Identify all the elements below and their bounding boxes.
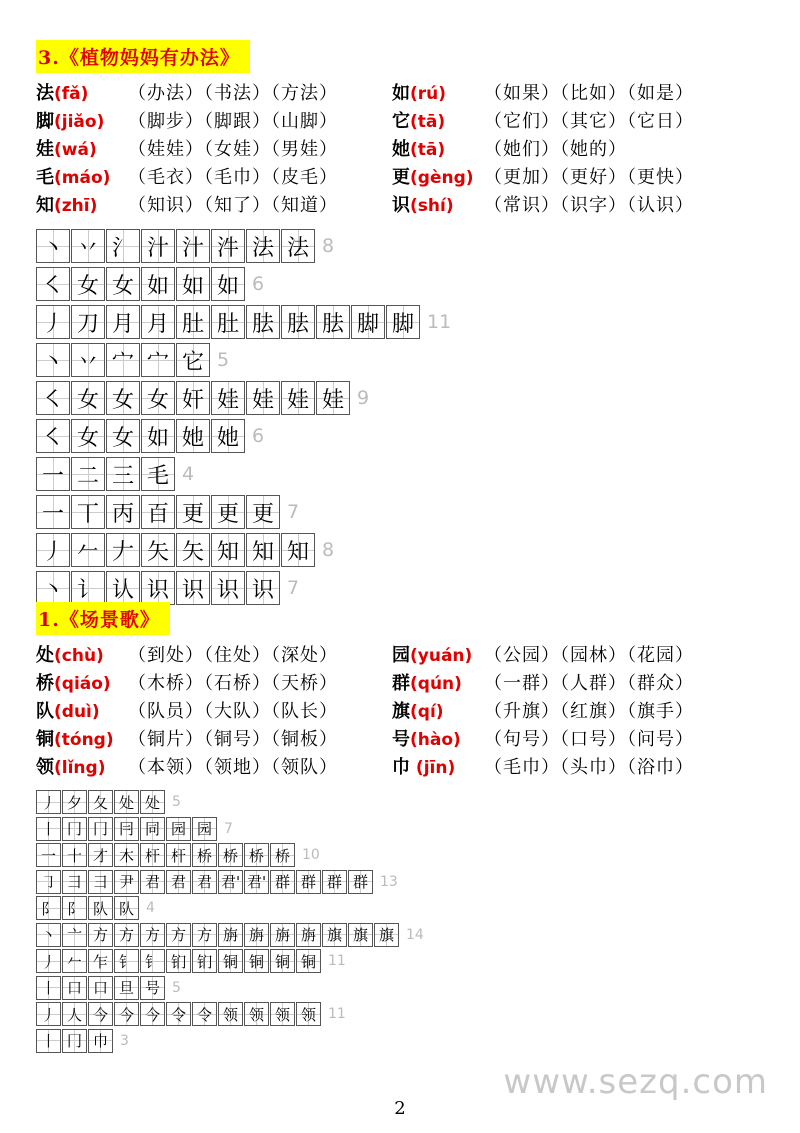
stroke-step-cell: 方: [192, 923, 217, 947]
stroke-step-cell: 铜: [244, 949, 269, 973]
example-words: （娃娃）（女娃）（男娃）: [128, 139, 338, 160]
stroke-step-cell: 令: [166, 1002, 191, 1026]
stroke-step-cell: 一: [36, 843, 61, 867]
word-list: [36, 641, 766, 781]
stroke-step-cell: 处: [114, 790, 139, 814]
example-words: （铜片）（铜号）（铜板）: [128, 729, 338, 750]
stroke-step-cell: 同: [140, 817, 165, 841]
stroke-step-cell: 方: [114, 923, 139, 947]
stroke-step-cell: 丶: [36, 571, 70, 605]
stroke-count: 4: [182, 463, 195, 485]
section-title: 3.《植物妈妈有办法》: [36, 40, 250, 73]
stroke-step-cell: 胠: [281, 305, 315, 339]
stroke-step-cell: 丷: [71, 343, 105, 377]
character: 脚: [36, 111, 54, 132]
stroke-count: 5: [217, 349, 230, 371]
word-entry-right: [392, 79, 694, 105]
character: 园: [392, 645, 410, 666]
stroke-step-cell: 桥: [192, 843, 217, 867]
stroke-step-cell: 知: [246, 533, 280, 567]
stroke-step-cell: 她: [176, 419, 210, 453]
example-words: （如果）（比如）（如是）: [484, 83, 694, 104]
stroke-step-cell: 队: [114, 896, 139, 920]
example-words: （到处）（住处）（深处）: [128, 645, 338, 666]
example-words: （更加）（更好）（更快）: [484, 167, 694, 188]
stroke-step-cell: 桥: [244, 843, 269, 867]
stroke-step-cell: 她: [211, 419, 245, 453]
stroke-step-cell: 才: [88, 843, 113, 867]
stroke-step-cell: 桥: [270, 843, 295, 867]
stroke-step-cell: 奸: [176, 381, 210, 415]
pinyin: (tā): [410, 112, 446, 132]
stroke-step-cell: 口: [88, 976, 113, 1000]
stroke-step-cell: 彐: [88, 870, 113, 894]
stroke-step-cell: 法: [281, 229, 315, 263]
stroke-step-cell: 脚: [386, 305, 420, 339]
section-plant-mother: [36, 40, 766, 607]
stroke-step-cell: 君: [192, 870, 217, 894]
stroke-step-cell: 如: [176, 267, 210, 301]
stroke-step-cell: 令: [192, 1002, 217, 1026]
stroke-step-cell: 今: [88, 1002, 113, 1026]
stroke-step-cell: 一: [36, 457, 70, 491]
pinyin: (tā): [410, 140, 446, 160]
stroke-step-cell: 氵: [106, 229, 140, 263]
stroke-step-cell: 君': [218, 870, 243, 894]
stroke-step-cell: 旗: [348, 923, 373, 947]
stroke-step-cell: 识: [141, 571, 175, 605]
stroke-step-cell: ㇆: [36, 870, 61, 894]
stroke-step-cell: 铜: [296, 949, 321, 973]
stroke-step-cell: 阝: [62, 896, 87, 920]
word-entry-left: [36, 669, 338, 695]
stroke-step-cell: 女: [106, 267, 140, 301]
stroke-step-cell: 冂: [88, 817, 113, 841]
stroke-step-cell: 女: [106, 381, 140, 415]
example-words: （木桥）（石桥）（天桥）: [128, 673, 338, 694]
stroke-count: 7: [287, 577, 300, 599]
stroke-row: [36, 531, 766, 569]
section-title: 1.《场景歌》: [36, 602, 170, 635]
character: 如: [392, 83, 410, 104]
stroke-step-cell: 丿: [36, 1002, 61, 1026]
stroke-row: [36, 417, 766, 455]
stroke-count: 9: [357, 387, 370, 409]
stroke-step-cell: 识: [211, 571, 245, 605]
word-entry-left: [36, 163, 338, 189]
stroke-step-cell: 宀: [141, 343, 175, 377]
stroke-step-cell: 冂: [62, 817, 87, 841]
stroke-step-cell: 乍: [88, 949, 113, 973]
example-words: （本领）（领地）（领队）: [128, 757, 338, 778]
word-row: [36, 135, 766, 163]
word-entry-right: [392, 107, 694, 133]
stroke-step-cell: 领: [296, 1002, 321, 1026]
stroke-step-cell: 丶: [36, 923, 61, 947]
stroke-count: 11: [328, 1006, 346, 1023]
stroke-step-cell: 如: [211, 267, 245, 301]
stroke-step-cell: 人: [62, 1002, 87, 1026]
example-words: （队员）（大队）（队长）: [128, 701, 338, 722]
stroke-step-cell: 娃: [246, 381, 280, 415]
stroke-step-cell: 旃: [218, 923, 243, 947]
stroke-step-cell: 旃: [270, 923, 295, 947]
stroke-count: 7: [224, 820, 233, 837]
pinyin: (gèng): [410, 168, 474, 188]
character: 知: [36, 195, 54, 216]
word-entry-left: [36, 725, 338, 751]
stroke-step-cell: 君': [244, 870, 269, 894]
stroke-step-cell: 胠: [316, 305, 350, 339]
stroke-step-cell: 旦: [114, 976, 139, 1000]
stroke-step-cell: 丙: [106, 495, 140, 529]
stroke-step-cell: 女: [71, 419, 105, 453]
example-words: （它们）（其它）（它日）: [484, 111, 694, 132]
stroke-row: [36, 227, 766, 265]
pinyin: (shí): [410, 196, 454, 216]
stroke-step-cell: 汼: [211, 229, 245, 263]
stroke-step-cell: 今: [140, 1002, 165, 1026]
word-entry-right: [392, 725, 694, 751]
stroke-row: [36, 869, 766, 896]
stroke-row: [36, 265, 766, 303]
stroke-step-cell: 钔: [192, 949, 217, 973]
stroke-step-cell: 女: [141, 381, 175, 415]
stroke-count: 3: [120, 1032, 129, 1049]
stroke-step-cell: 女: [106, 419, 140, 453]
word-entry-right: [392, 135, 627, 161]
stroke-count: 14: [406, 926, 424, 943]
example-words: （她们）（她的）: [484, 139, 627, 160]
pinyin: (zhī): [54, 196, 98, 216]
stroke-step-cell: 丿: [36, 949, 61, 973]
character: 处: [36, 645, 54, 666]
word-entry-right: [392, 753, 694, 779]
stroke-step-cell: 口: [62, 976, 87, 1000]
stroke-step-cell: 娃: [316, 381, 350, 415]
stroke-row: [36, 842, 766, 869]
example-words: （知识）（知了）（知道）: [128, 195, 338, 216]
stroke-step-cell: 法: [246, 229, 280, 263]
stroke-step-cell: 百: [141, 495, 175, 529]
stroke-step-cell: 丨: [36, 817, 61, 841]
example-words: （一群）（人群）（群众）: [484, 673, 694, 694]
stroke-row: [36, 789, 766, 816]
stroke-step-cell: 丿: [36, 790, 61, 814]
word-entry-right: [392, 697, 694, 723]
stroke-step-cell: 领: [270, 1002, 295, 1026]
stroke-step-cell: 女: [71, 381, 105, 415]
stroke-count: 6: [252, 273, 265, 295]
word-row: [36, 79, 766, 107]
stroke-step-cell: 铜: [218, 949, 243, 973]
stroke-step-cell: 十: [62, 843, 87, 867]
stroke-step-cell: 娃: [281, 381, 315, 415]
stroke-row: [36, 341, 766, 379]
character: 它: [392, 111, 410, 132]
pinyin: (duì): [54, 702, 100, 722]
stroke-step-cell: 今: [114, 1002, 139, 1026]
stroke-step-cell: 知: [211, 533, 245, 567]
stroke-step-cell: 𠂉: [62, 949, 87, 973]
word-row: [36, 107, 766, 135]
word-entry-left: [36, 107, 338, 133]
stroke-step-cell: 刀: [71, 305, 105, 339]
stroke-step-cell: 毛: [141, 457, 175, 491]
stroke-step-cell: 园: [192, 817, 217, 841]
stroke-count: 10: [302, 847, 320, 864]
stroke-step-cell: 𠂇: [106, 533, 140, 567]
stroke-step-cell: 如: [141, 267, 175, 301]
character: 旗: [392, 701, 410, 722]
stroke-step-cell: 方: [166, 923, 191, 947]
stroke-step-cell: 胠: [246, 305, 280, 339]
character: 队: [36, 701, 54, 722]
word-list: [36, 79, 766, 219]
stroke-row: [36, 455, 766, 493]
stroke-count: 11: [427, 311, 452, 333]
character: 号: [392, 729, 410, 750]
example-words: （毛巾）（头巾）（浴巾）: [484, 757, 694, 778]
example-words: （毛衣）（毛巾）（皮毛）: [128, 167, 338, 188]
stroke-step-cell: 脚: [351, 305, 385, 339]
word-entry-left: [36, 135, 338, 161]
stroke-count: 6: [252, 425, 265, 447]
stroke-step-cell: 丨: [36, 1029, 61, 1053]
stroke-step-cell: 群: [296, 870, 321, 894]
stroke-step-cell: 三: [106, 457, 140, 491]
word-entry-right: [392, 191, 694, 217]
stroke-step-cell: 二: [71, 457, 105, 491]
word-row: [36, 641, 766, 669]
stroke-row: [36, 975, 766, 1002]
stroke-step-cell: 冂: [62, 1029, 87, 1053]
stroke-step-cell: 丶: [36, 343, 70, 377]
stroke-step-cell: 肚: [176, 305, 210, 339]
stroke-row: [36, 493, 766, 531]
stroke-step-cell: 矢: [176, 533, 210, 567]
character: 铜: [36, 729, 54, 750]
character: 她: [392, 139, 410, 160]
stroke-step-cell: 领: [244, 1002, 269, 1026]
stroke-step-cell: 铜: [270, 949, 295, 973]
word-entry-right: [392, 669, 694, 695]
pinyin: (chù): [54, 646, 104, 666]
stroke-step-cell: 桥: [218, 843, 243, 867]
word-entry-right: [392, 641, 694, 667]
stroke-count: 4: [146, 900, 155, 917]
stroke-step-cell: 杆: [140, 843, 165, 867]
stroke-step-cell: 方: [140, 923, 165, 947]
character: 娃: [36, 139, 54, 160]
stroke-step-cell: 识: [176, 571, 210, 605]
stroke-step-cell: 钔: [166, 949, 191, 973]
stroke-step-cell: 阝: [36, 896, 61, 920]
example-words: （常识）（识字）（认识）: [484, 195, 694, 216]
stroke-step-cell: 领: [218, 1002, 243, 1026]
stroke-step-cell: 群: [270, 870, 295, 894]
stroke-step-cell: 丷: [71, 229, 105, 263]
stroke-step-cell: 园: [166, 817, 191, 841]
stroke-step-cell: 汁: [141, 229, 175, 263]
stroke-count: 5: [172, 979, 181, 996]
stroke-step-cell: 旗: [322, 923, 347, 947]
stroke-step-cell: 娃: [211, 381, 245, 415]
stroke-step-cell: 君: [140, 870, 165, 894]
pinyin: (qún): [410, 674, 462, 694]
character: 桥: [36, 673, 54, 694]
stroke-step-cell: 如: [141, 419, 175, 453]
character: 更: [392, 167, 410, 188]
character: 毛: [36, 167, 54, 188]
section-scene-song: [36, 602, 766, 1054]
stroke-step-cell: 讠: [71, 571, 105, 605]
stroke-step-cell: 尹: [114, 870, 139, 894]
stroke-step-cell: 更: [176, 495, 210, 529]
word-row: [36, 725, 766, 753]
pinyin: (tóng): [54, 730, 114, 750]
word-row: [36, 163, 766, 191]
stroke-step-cell: 它: [176, 343, 210, 377]
stroke-step-cell: 旗: [374, 923, 399, 947]
watermark: www.sezq.com: [503, 1062, 768, 1102]
pinyin: (qiáo): [54, 674, 111, 694]
stroke-row: [36, 948, 766, 975]
stroke-step-cell: 群: [322, 870, 347, 894]
stroke-count: 5: [172, 794, 181, 811]
stroke-step-cell: 旃: [244, 923, 269, 947]
example-words: （升旗）（红旗）（旗手）: [484, 701, 694, 722]
stroke-step-cell: 知: [281, 533, 315, 567]
stroke-order-grid: [36, 227, 766, 607]
pinyin: (hào): [410, 730, 461, 750]
stroke-step-cell: 冃: [114, 817, 139, 841]
stroke-step-cell: 夕: [62, 790, 87, 814]
pinyin: (wá): [54, 140, 97, 160]
word-entry-left: [36, 753, 338, 779]
pinyin: (fǎ): [54, 84, 89, 104]
pinyin: (yuán): [410, 646, 473, 666]
stroke-step-cell: 号: [140, 976, 165, 1000]
stroke-step-cell: 更: [211, 495, 245, 529]
stroke-count: 13: [380, 873, 398, 890]
stroke-step-cell: 认: [106, 571, 140, 605]
stroke-row: [36, 922, 766, 949]
stroke-step-cell: 宀: [106, 343, 140, 377]
stroke-step-cell: ㇛: [36, 381, 70, 415]
stroke-step-cell: ㇛: [36, 419, 70, 453]
stroke-step-cell: 亠: [62, 923, 87, 947]
stroke-step-cell: 更: [246, 495, 280, 529]
stroke-step-cell: 夂: [88, 790, 113, 814]
word-entry-left: [36, 79, 338, 105]
stroke-step-cell: 钅: [140, 949, 165, 973]
example-words: （句号）（口号）（问号）: [484, 729, 694, 750]
stroke-step-cell: 方: [88, 923, 113, 947]
example-words: （公园）（园林）（花园）: [484, 645, 694, 666]
stroke-step-cell: 识: [246, 571, 280, 605]
pinyin: (rú): [410, 84, 447, 104]
stroke-count: 8: [322, 235, 335, 257]
stroke-step-cell: 旃: [296, 923, 321, 947]
stroke-row: [36, 1001, 766, 1028]
word-entry-left: [36, 697, 338, 723]
stroke-step-cell: 彐: [62, 870, 87, 894]
stroke-step-cell: 杆: [166, 843, 191, 867]
pinyin: (jiǎo): [54, 112, 105, 132]
word-row: [36, 191, 766, 219]
character: 领: [36, 757, 54, 778]
pinyin: (máo): [54, 168, 111, 188]
stroke-step-cell: ㇛: [36, 267, 70, 301]
stroke-order-grid: [36, 789, 766, 1054]
stroke-step-cell: 处: [140, 790, 165, 814]
stroke-step-cell: 丿: [36, 305, 70, 339]
stroke-step-cell: 丨: [36, 976, 61, 1000]
word-entry-left: [36, 191, 338, 217]
stroke-step-cell: 月: [141, 305, 175, 339]
stroke-step-cell: 汁: [176, 229, 210, 263]
stroke-row: [36, 379, 766, 417]
stroke-step-cell: 木: [114, 843, 139, 867]
character: 巾: [392, 757, 410, 778]
stroke-step-cell: 𠂉: [71, 533, 105, 567]
character: 法: [36, 83, 54, 104]
word-row: [36, 753, 766, 781]
stroke-count: 7: [287, 501, 300, 523]
stroke-step-cell: 矢: [141, 533, 175, 567]
stroke-step-cell: 丅: [71, 495, 105, 529]
stroke-step-cell: 队: [88, 896, 113, 920]
pinyin: (jīn): [410, 758, 456, 778]
stroke-row: [36, 895, 766, 922]
character: 群: [392, 673, 410, 694]
stroke-step-cell: 群: [348, 870, 373, 894]
word-row: [36, 669, 766, 697]
stroke-row: [36, 1028, 766, 1055]
stroke-step-cell: 肚: [211, 305, 245, 339]
stroke-step-cell: 月: [106, 305, 140, 339]
stroke-row: [36, 816, 766, 843]
pinyin: (qí): [410, 702, 444, 722]
stroke-count: 11: [328, 953, 346, 970]
stroke-step-cell: 丿: [36, 533, 70, 567]
pinyin: (lǐng): [54, 758, 106, 778]
stroke-step-cell: 女: [71, 267, 105, 301]
stroke-step-cell: 钅: [114, 949, 139, 973]
stroke-step-cell: 一: [36, 495, 70, 529]
character: 识: [392, 195, 410, 216]
word-entry-right: [392, 163, 694, 189]
page-number: 2: [394, 1098, 406, 1119]
example-words: （脚步）（脚跟）（山脚）: [128, 111, 338, 132]
stroke-step-cell: 丶: [36, 229, 70, 263]
word-entry-left: [36, 641, 338, 667]
stroke-step-cell: 君: [166, 870, 191, 894]
stroke-step-cell: 巾: [88, 1029, 113, 1053]
example-words: （办法）（书法）（方法）: [128, 83, 338, 104]
stroke-count: 8: [322, 539, 335, 561]
stroke-row: [36, 303, 766, 341]
word-row: [36, 697, 766, 725]
